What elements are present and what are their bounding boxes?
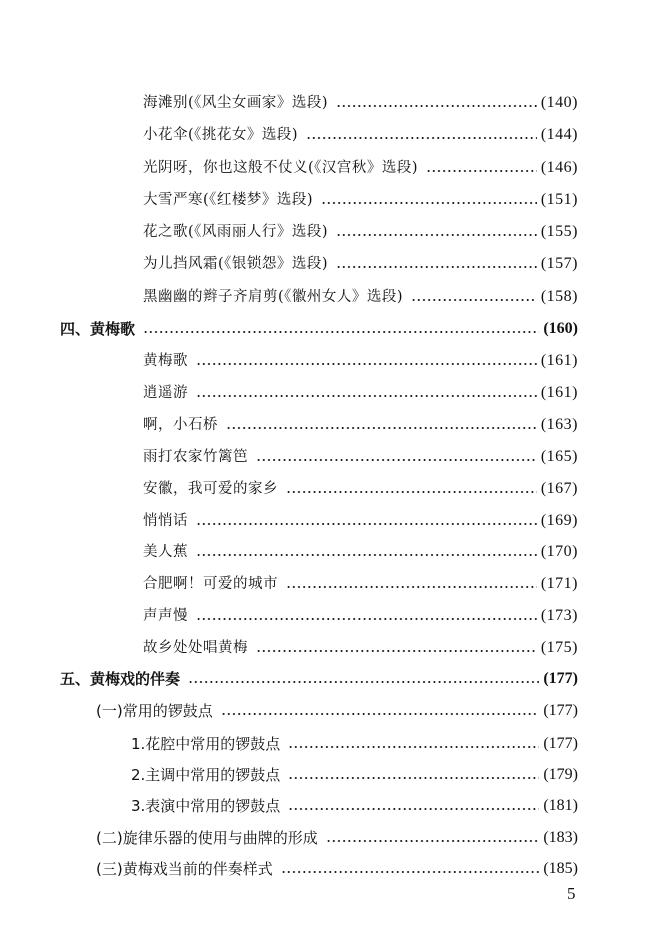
toc-entry-title: 黄梅歌 <box>143 353 188 369</box>
toc-entry <box>143 476 578 502</box>
toc-entry-title: 2.主调中常用的锣鼓点 <box>131 766 281 784</box>
toc-entry-title: 光阴呀，你也这般不仗义(《汉宫秋》选段) <box>143 160 419 176</box>
toc-entry-title: (三)黄梅戏当前的伴奏样式 <box>96 860 273 878</box>
toc-entry-page: (171) <box>540 575 578 592</box>
dot-leader <box>306 137 537 139</box>
dot-leader <box>336 266 537 268</box>
toc-entry-title: 悄悄话 <box>143 513 188 529</box>
toc-entry-title: 海滩别(《风尘女画家》选段) <box>143 95 329 111</box>
toc-entry <box>143 90 578 116</box>
toc-entry-page: (177) <box>543 702 578 719</box>
toc-entry-title: 故乡处处唱黄梅 <box>143 640 248 656</box>
dot-leader <box>288 746 539 748</box>
toc-entry-page: (144) <box>540 126 578 143</box>
toc-entry-title: 合肥啊！可爱的城市 <box>143 576 278 592</box>
dot-leader <box>196 523 537 525</box>
toc-entry-title: (一)常用的锣鼓点 <box>96 702 213 720</box>
dot-leader <box>281 871 540 873</box>
dot-leader <box>286 586 537 588</box>
toc-entry <box>143 219 578 245</box>
toc-entry <box>143 635 578 661</box>
dot-leader <box>286 491 537 493</box>
toc-subsection <box>96 825 578 851</box>
toc-entry-page: (185) <box>543 860 578 877</box>
toc-entry-title: 黑幽幽的辫子齐肩剪(《徽州女人》选段) <box>143 289 404 305</box>
toc-entry-title: 五、黄梅戏的伴奏 <box>60 670 181 688</box>
toc-entry-page: (161) <box>540 384 578 401</box>
dot-leader <box>336 105 537 107</box>
dot-leader <box>188 681 539 683</box>
dot-leader <box>426 170 537 172</box>
toc-entry <box>131 793 578 819</box>
toc-entry-title: 花之歌(《风雨丽人行》选段) <box>143 224 329 240</box>
toc-entry <box>131 762 578 788</box>
toc-entry-title: 声声慢 <box>143 608 188 624</box>
toc-entry-page: (173) <box>540 607 578 624</box>
toc-entry-page: (177) <box>543 735 578 752</box>
toc-subsection <box>96 856 578 882</box>
toc-entry-page: (161) <box>540 352 578 369</box>
dot-leader <box>226 427 537 429</box>
toc-subsection <box>96 698 578 724</box>
page-number: 5 <box>567 884 576 903</box>
dot-leader <box>288 808 539 810</box>
toc-entry-page: (146) <box>540 159 578 176</box>
toc-entry-title: 美人蕉 <box>143 544 188 560</box>
toc-entry <box>143 284 578 310</box>
toc-entry-title: 小花伞(《挑花女》选段) <box>143 127 299 143</box>
toc-entry <box>143 571 578 597</box>
dot-leader <box>196 395 537 397</box>
toc-entry <box>143 348 578 374</box>
dot-leader <box>221 713 540 715</box>
toc-entry-page: (140) <box>540 94 578 111</box>
toc-section-heading <box>60 316 578 342</box>
toc-entry <box>143 508 578 534</box>
toc-entry-page: (157) <box>540 255 578 272</box>
dot-leader <box>143 331 539 333</box>
toc-entry <box>143 412 578 438</box>
toc-entry <box>143 155 578 181</box>
toc-entry-page: (167) <box>540 480 578 497</box>
toc-entry <box>143 380 578 406</box>
toc-entry-page: (158) <box>540 288 578 305</box>
toc-entry <box>143 539 578 565</box>
dot-leader <box>321 202 537 204</box>
dot-leader <box>196 618 537 620</box>
dot-leader <box>411 299 537 301</box>
toc-entry-page: (177) <box>543 670 578 687</box>
toc-entry <box>143 122 578 148</box>
toc-section-heading <box>60 666 578 692</box>
toc-entry-page: (155) <box>540 223 578 240</box>
toc-entry-page: (170) <box>540 543 578 560</box>
toc-entry-title: 四、黄梅歌 <box>60 320 136 338</box>
toc-entry-page: (175) <box>540 639 578 656</box>
toc-entry-page: (151) <box>540 191 578 208</box>
dot-leader <box>196 554 537 556</box>
toc-entry <box>143 444 578 470</box>
dot-leader <box>256 650 537 652</box>
toc-entry <box>131 731 578 757</box>
toc-entry-title: (二)旋律乐器的使用与曲牌的形成 <box>96 829 318 847</box>
dot-leader <box>326 840 540 842</box>
dot-leader <box>336 234 537 236</box>
dot-leader <box>256 459 537 461</box>
toc-entry <box>143 603 578 629</box>
toc-entry-title: 逍遥游 <box>143 385 188 401</box>
toc-entry-title: 啊，小石桥 <box>143 417 218 433</box>
toc-entry-page: (181) <box>543 797 578 814</box>
toc-entry-page: (179) <box>543 766 578 783</box>
dot-leader <box>196 363 537 365</box>
toc-entry-page: (163) <box>540 416 578 433</box>
toc-entry-title: 1.花腔中常用的锣鼓点 <box>131 735 281 753</box>
toc-entry-title: 雨打农家竹篱笆 <box>143 449 248 465</box>
toc-entry-title: 为儿挡风霜(《银锁怨》选段) <box>143 256 329 272</box>
dot-leader <box>288 777 539 779</box>
toc-entry <box>143 251 578 277</box>
toc-entry-page: (160) <box>543 320 578 337</box>
toc-entry-page: (183) <box>543 829 578 846</box>
toc-entry-page: (165) <box>540 448 578 465</box>
toc-entry-title: 大雪严寒(《红楼梦》选段) <box>143 192 314 208</box>
toc-entry-page: (169) <box>540 512 578 529</box>
toc-entry-title: 3.表演中常用的锣鼓点 <box>131 797 281 815</box>
toc-entry <box>143 187 578 213</box>
toc-entry-title: 安徽，我可爱的家乡 <box>143 481 278 497</box>
